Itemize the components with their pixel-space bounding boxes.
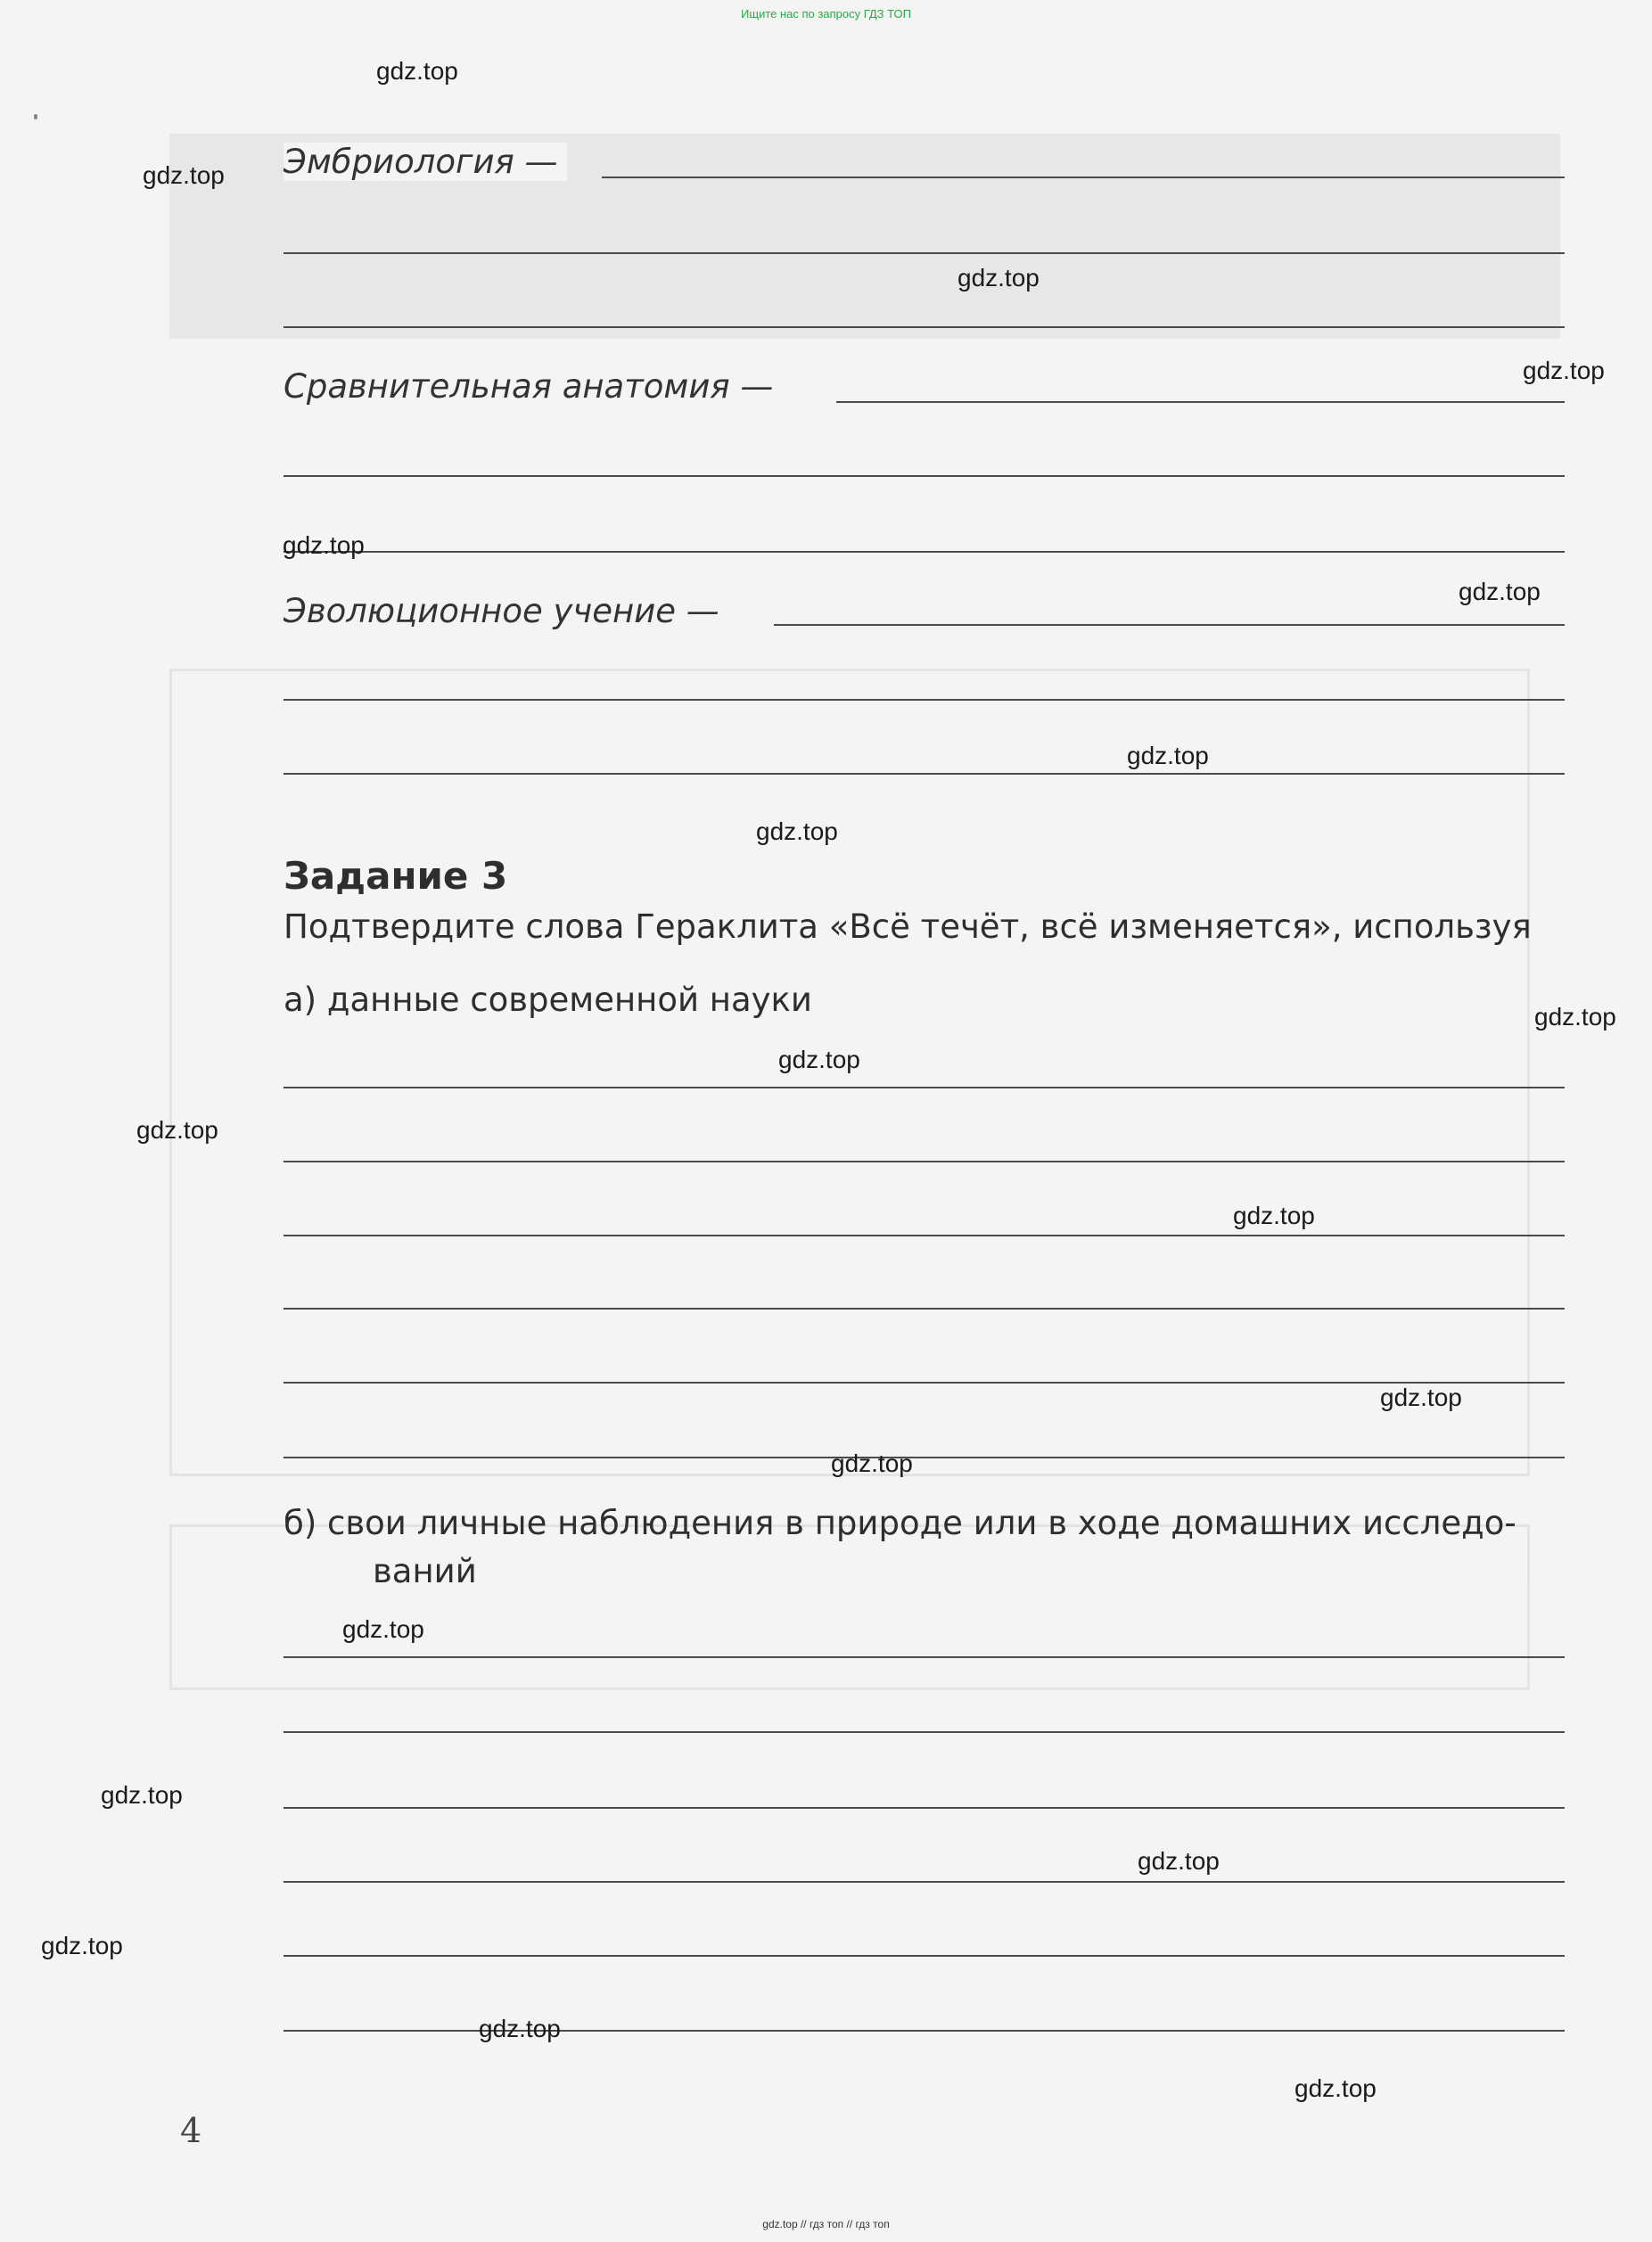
task-item-b-line1: б) свои личные наблюдения в природе или в ходе домашних исследо- bbox=[284, 1504, 1516, 1542]
scan-speck bbox=[34, 114, 37, 119]
answer-line[interactable] bbox=[284, 326, 1565, 328]
answer-line[interactable] bbox=[284, 551, 1565, 553]
watermark: gdz.top bbox=[41, 1932, 123, 1959]
answer-line[interactable] bbox=[284, 1656, 1565, 1658]
watermark: gdz.top bbox=[958, 264, 1040, 292]
watermark: gdz.top bbox=[1459, 578, 1541, 605]
watermark: gdz.top bbox=[831, 1449, 913, 1477]
answer-line[interactable] bbox=[284, 1881, 1565, 1883]
watermark: gdz.top bbox=[1233, 1202, 1315, 1229]
watermark: gdz.top bbox=[283, 531, 365, 559]
term-evolution-theory: Эволюционное учение — bbox=[284, 592, 728, 630]
watermark: gdz.top bbox=[1138, 1847, 1220, 1875]
answer-line[interactable] bbox=[284, 1457, 1565, 1458]
task-item-b-line2: ваний bbox=[373, 1552, 477, 1590]
task-instruction: Подтвердите слова Гераклита «Всё течёт, всё изменяется», используя bbox=[284, 907, 1532, 946]
page-number: 4 bbox=[180, 2111, 202, 2150]
watermark: gdz.top bbox=[756, 817, 838, 845]
answer-line[interactable] bbox=[284, 475, 1565, 477]
watermark: gdz.top bbox=[376, 57, 458, 85]
task-heading: Задание 3 bbox=[284, 854, 508, 898]
answer-line[interactable] bbox=[284, 1087, 1565, 1088]
term-embryology: Эмбриология — bbox=[284, 143, 567, 181]
watermark: gdz.top bbox=[136, 1116, 218, 1144]
answer-line[interactable] bbox=[284, 1807, 1565, 1809]
watermark: gdz.top bbox=[1523, 357, 1605, 384]
answer-line[interactable] bbox=[284, 699, 1565, 701]
watermark: gdz.top bbox=[1534, 1003, 1616, 1031]
answer-line[interactable] bbox=[284, 2030, 1565, 2032]
term-comparative-anatomy: Сравнительная анатомия — bbox=[284, 367, 782, 406]
answer-line[interactable] bbox=[284, 1308, 1565, 1310]
answer-line[interactable] bbox=[284, 252, 1565, 254]
watermark: gdz.top bbox=[342, 1615, 424, 1643]
answer-line[interactable] bbox=[836, 401, 1565, 403]
reverse-page-bleedthrough bbox=[169, 134, 1560, 2166]
watermark: gdz.top bbox=[778, 1046, 860, 1073]
answer-line[interactable] bbox=[284, 1731, 1565, 1733]
watermark: gdz.top bbox=[479, 2015, 561, 2042]
answer-line[interactable] bbox=[284, 1235, 1565, 1236]
watermark: gdz.top bbox=[1294, 2074, 1377, 2102]
watermark: gdz.top bbox=[143, 161, 225, 189]
top-banner[interactable]: Ищите нас по запросу ГДЗ ТОП bbox=[741, 7, 911, 21]
answer-line[interactable] bbox=[284, 1161, 1565, 1162]
watermark: gdz.top bbox=[1380, 1384, 1462, 1411]
answer-line[interactable] bbox=[284, 1382, 1565, 1384]
watermark: gdz.top bbox=[101, 1781, 183, 1809]
answer-line[interactable] bbox=[774, 624, 1565, 626]
watermark: gdz.top bbox=[1127, 742, 1209, 769]
answer-line[interactable] bbox=[284, 1955, 1565, 1957]
task-item-b bbox=[284, 1499, 1567, 1596]
task-item-a: а) данные современной науки bbox=[284, 981, 812, 1019]
answer-line[interactable] bbox=[602, 177, 1565, 178]
answer-line[interactable] bbox=[284, 773, 1565, 775]
bottom-banner[interactable]: gdz.top // гдз топ // гдз топ bbox=[762, 2218, 890, 2230]
